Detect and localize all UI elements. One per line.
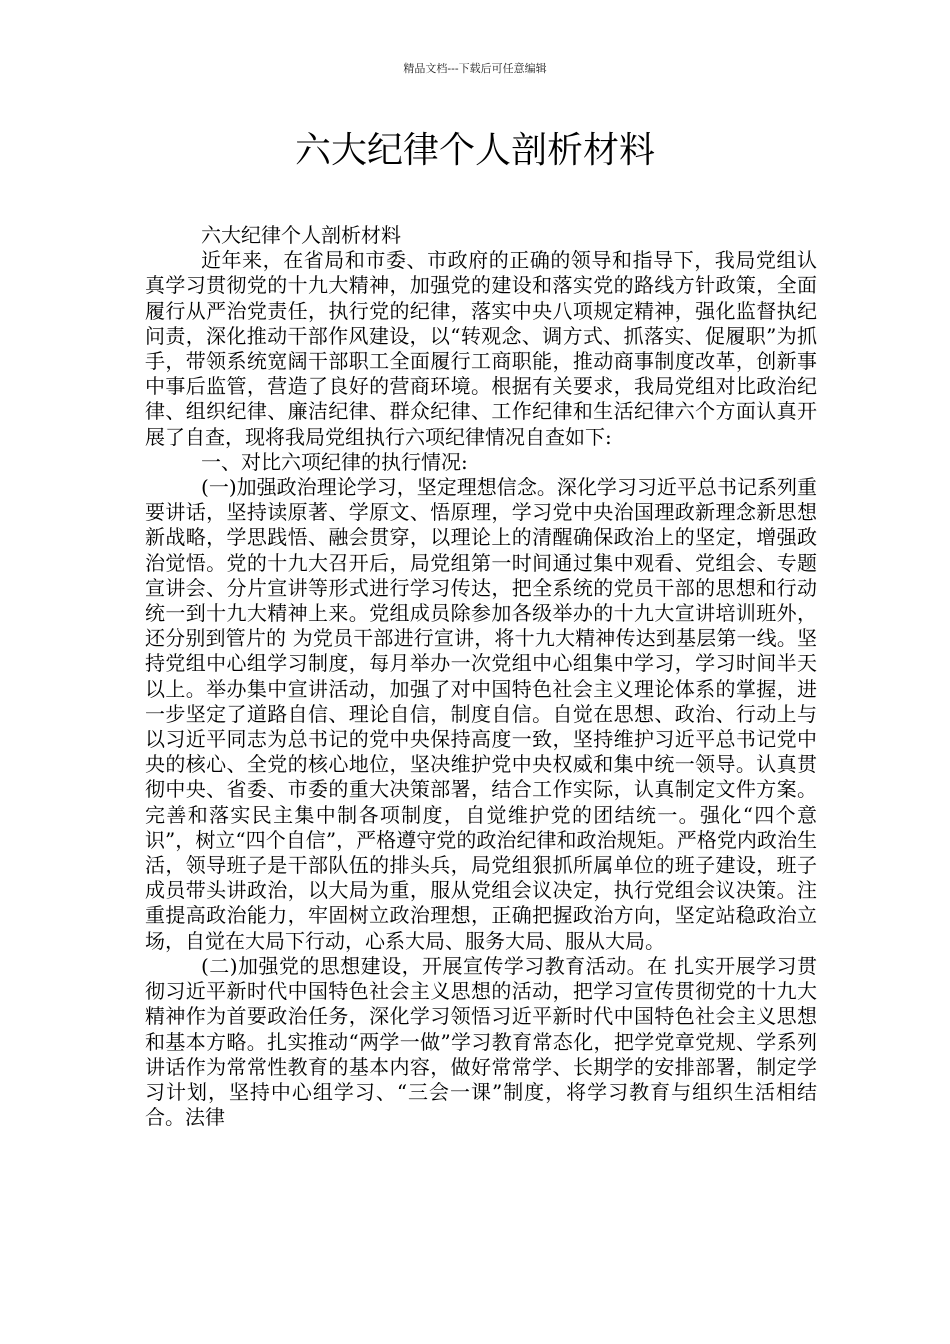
body-paragraph-intro: 近年来，在省局和市委、市政府的正确的领导和指导下，我局党组认真学习贯彻党的十九大精神，加强党的建设和落实党的路线方针政策，全面履行从严治党责任，执行党的纪律，落实中央八项规定精神，强化监督执纪问责，深化推动干部作风建设，以“转观念、调方式、抓落实、促履职”为抓手，带领系统宽阔干部职工全面履行工商职能，推动商事制度改革，创新事中事后监管，营造了良好的营商环境。根据有关要求，我局党组对比政治纪律、组织纪律、廉洁纪律、群众纪律、工作纪律和生活纪律六个方面认真开展了自查，现将我局党组执行六项纪律情况自查如下: [145,248,817,449]
page-header-note: 精品文档---下载后可任意编辑 [403,62,547,75]
body-paragraph-political-study: (一)加强政治理论学习，坚定理想信念。深化学习习近平总书记系列重要讲话，坚持读原著、学原文、悟原理，学习党中央治国理政新理念新思想新战略，学思践悟、融会贯穿，以理论上的清醒确保政治上的坚定，增强政治觉悟。党的十九大召开后，局党组第一时间通过集中观看、党组会、专题宣讲会、分片宣讲等形式进行学习传达，把全系统的党员干部的思想和行动统一到十九大精神上来。党组成员除参加各级举办的十九大宣讲培训班外，还分别到管片的 为党员干部进行宣讲，将十九大精神传达到基层第一线。坚持党组中心组学习制度，每月举办一次党组中心组集中学习，学习时间半天以上。举办集中宣讲活动，加强了对中国特色社会主义理论体系的掌握，进一步坚定了道路自信、理论自信，制度自信。自觉在思想、政治、行动上与以习近平同志为总书记的党中央保持高度一致，坚持维护习近平总书记党中央的核心、全党的核心地位，坚决维护党中央权威和集中统一领导。认真贯彻中央、省委、市委的重大决策部署，结合工作实际，认真制定文件方案。完善和落实民主集中制各项制度，自觉维护党的团结统一。强化“四个意识”，树立“四个自信”，严格遵守党的政治纪律和政治规矩。严格党内政治生活，领导班子是干部队伍的排头兵，局党组狠抓所属单位的班子建设，班子成员带头讲政治，以大局为重，服从党组会议决定，执行党组会议决策。注重提高政治能力，牢固树立政治理想，正确把握政治方向，坚定站稳政治立场，自觉在大局下行动，心系大局、服务大局、服从大局。 [145,475,817,953]
document-body [145,223,817,1130]
section-heading: 一、对比六项纪律的执行情况: [201,449,468,474]
body-paragraph-subtitle: 六大纪律个人剖析材料 [201,223,401,247]
document-title: 六大纪律个人剖析材料 [294,130,655,171]
body-paragraph-ideological-building: (二)加强党的思想建设，开展宣传学习教育活动。在 扎实开展学习贯彻习近平新时代中国特色社会主义思想的活动，把学习宣传贯彻党的十九大精神作为首要政治任务，深化学习领悟习近平新时代中国特色社会主义思想和基本方略。扎实推动“两学一做”学习教育常态化，把学党章党规、学系列讲话作为常常性教育的基本内容，做好常常学、长期学的安排部署，制定学习计划，坚持中心组学习、“三会一课”制度，将学习教育与组织生活相结合。法律 [145,953,817,1130]
